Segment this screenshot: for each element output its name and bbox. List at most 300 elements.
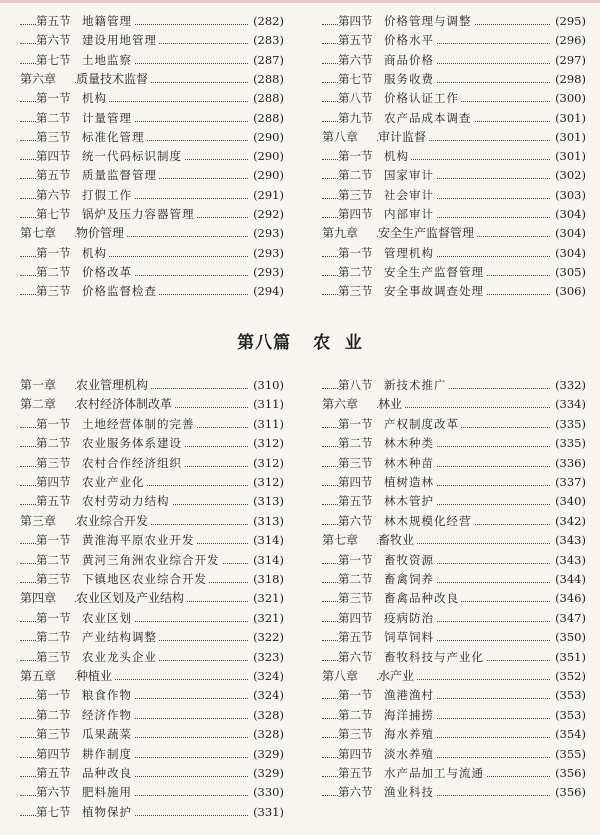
toc-entry-page: (304) [555,245,586,260]
toc-entry-title: 农村经济体制改革 [76,397,173,412]
toc-entry-number: 第二节 [36,706,84,724]
toc-entry-page: (353) [555,707,586,722]
toc-entry-title: 国家审计 [384,168,434,183]
toc-entry-number: 第六节 [36,186,84,204]
toc-entry-page: (350) [555,630,586,645]
toc-entry-number: 第二节 [36,551,84,569]
toc-entry-number: 第七章 [322,531,376,549]
toc-entry-number: 第七节 [36,205,84,223]
toc-entry-page: (290) [253,129,284,144]
toc-section-entry[interactable] [20,263,284,281]
toc-entry-number: 第八章 [322,667,376,685]
toc-entry-title: 服务收费 [384,71,434,86]
toc-entry-number: 第三节 [338,725,386,743]
toc-entry-title: 价格监督检查 [82,284,157,299]
toc-entry-title: 地籍管理 [82,14,132,28]
toc-entry-page: (321) [253,591,284,606]
toc-entry-number: 第九章 [322,224,376,242]
toc-entry-title: 农业区划 [82,610,132,625]
toc-entry-number: 第三节 [36,282,84,300]
toc-entry-page: (313) [253,513,284,528]
toc-entry-number: 第二节 [36,109,84,127]
toc-entry-page: (356) [555,766,586,780]
toc-entry-page: (290) [253,168,284,183]
toc-entry-page: (297) [555,52,586,67]
toc-section-entry[interactable] [20,186,284,204]
toc-entry-title: 林木种类 [384,436,434,451]
toc-entry-number: 第四节 [338,12,386,30]
toc-entry-title: 机构 [82,91,107,106]
toc-entry-title: 植物保护 [82,804,132,819]
toc-section-entry[interactable] [20,282,284,300]
toc-section-entry[interactable] [322,434,586,452]
toc-entry-page: (324) [253,688,284,703]
toc-entry-title: 畜禽品种改良 [384,591,459,606]
toc-section-entry[interactable] [322,609,586,627]
toc-section-entry[interactable] [20,686,284,704]
toc-entry-number: 第三节 [36,454,84,472]
toc-entry-title: 品种改良 [82,766,132,780]
part-heading-title: 农 业 [313,333,363,353]
toc-entry-title: 价格改革 [82,264,132,279]
toc-entry-number: 第三节 [36,648,84,666]
toc-entry-page: (321) [253,610,284,625]
toc-section-entry[interactable] [20,570,284,588]
toc-entry-number: 第四节 [338,609,386,627]
toc-entry-title: 水产品加工与流通 [384,766,484,780]
toc-entry-number: 第六节 [338,648,386,666]
toc-section-entry[interactable] [20,415,284,433]
toc-entry-page: (313) [253,494,284,509]
toc-entry-number: 第三节 [36,570,84,588]
toc-entry-number: 第四节 [36,473,84,491]
toc-section-entry[interactable] [322,648,586,666]
toc-section-entry[interactable] [322,745,586,763]
toc-entry-title: 机构 [384,149,409,164]
toc-entry-title: 饲草饲料 [384,630,434,645]
toc-entry-page: (294) [253,284,284,299]
part-heading-label: 第八篇 [237,333,292,353]
toc-entry-number: 第五节 [338,492,386,510]
toc-entry-title: 产权制度改革 [384,416,459,431]
toc-entry-title: 畜牧科技与产业化 [384,649,484,664]
toc-entry-page: (354) [555,727,586,742]
toc-entry-title: 疫病防治 [384,610,434,625]
toc-section-entry[interactable] [322,454,586,472]
toc-chapter-entry[interactable] [322,224,586,242]
toc-section-entry[interactable] [322,628,586,646]
toc-entry-title: 标准化管理 [82,129,145,144]
toc-entry-title: 粮食作物 [82,688,132,703]
toc-entry-number: 第一节 [338,686,386,704]
toc-entry-number: 第一节 [338,244,386,262]
toc-entry-title: 渔业科技 [384,785,434,800]
toc-entry-number: 第六节 [36,31,84,49]
toc-chapter-entry[interactable] [322,128,586,146]
toc-entry-title: 淡水养殖 [384,746,434,761]
toc-section-entry[interactable] [322,473,586,491]
toc-section-entry[interactable] [322,764,586,782]
toc-entry-page: (310) [253,378,284,392]
toc-entry-title: 安全事故调查处理 [384,284,484,299]
toc-entry-title: 内部审计 [384,207,434,221]
toc-entry-title: 农业管理机构 [76,378,149,392]
toc-entry-number: 第三节 [36,128,84,146]
toc-entry-page: (304) [555,226,586,241]
toc-entry-title: 审计监督 [378,129,427,144]
toc-entry-page: (353) [555,688,586,703]
toc-entry-page: (328) [253,707,284,722]
page-top-edge [0,0,600,3]
toc-entry-number: 第五节 [338,31,386,49]
toc-entry-number: 第一节 [338,147,386,165]
toc-entry-page: (283) [253,33,284,48]
toc-chapter-entry[interactable] [20,70,284,88]
toc-section-entry[interactable] [322,551,586,569]
toc-section-entry[interactable] [322,244,586,262]
toc-section-entry[interactable] [20,109,284,127]
toc-entry-number: 第一节 [36,686,84,704]
toc-entry-page: (311) [253,397,284,412]
toc-entry-title: 畜牧业 [378,533,415,548]
toc-entry-number: 第三节 [338,282,386,300]
toc-entry-number: 第八章 [322,128,376,146]
toc-section-entry[interactable] [20,783,284,801]
toc-entry-page: (311) [253,416,284,431]
toc-entry-page: (340) [555,494,586,509]
toc-section-entry[interactable] [20,147,284,165]
toc-chapter-entry[interactable] [322,667,586,685]
toc-entry-number: 第二节 [338,570,386,588]
toc-entry-page: (305) [555,264,586,279]
toc-entry-title: 水产业 [378,669,415,683]
toc-entry-title: 安全生产监督管理 [384,264,484,279]
toc-entry-title: 土地监察 [82,52,132,67]
toc-entry-page: (290) [253,149,284,164]
toc-entry-title: 经济作物 [82,707,132,722]
toc-entry-title: 价格认证工作 [384,91,459,106]
part-heading [0,328,600,353]
toc-entry-number: 第七章 [20,224,74,242]
toc-entry-page: (331) [253,804,284,819]
toc-section-entry[interactable] [322,263,586,281]
toc-entry-page: (288) [253,71,284,86]
toc-entry-title: 新技术推广 [384,378,447,392]
toc-entry-number: 第八节 [338,376,386,394]
toc-entry-title: 种植业 [76,669,113,683]
toc-entry-number: 第三节 [338,454,386,472]
toc-entry-title: 农村劳动力结构 [82,494,170,509]
toc-section-entry[interactable] [20,706,284,724]
toc-entry-title: 肥料施用 [82,785,132,800]
toc-entry-page: (314) [253,533,284,548]
toc-section-entry[interactable] [322,686,586,704]
toc-entry-number: 第五节 [36,492,84,510]
toc-entry-title: 产业结构调整 [82,630,157,645]
toc-entry-number: 第二节 [36,263,84,281]
toc-section-entry[interactable] [20,492,284,510]
toc-entry-number: 第六章 [322,395,376,413]
toc-entry-page: (343) [555,533,586,548]
toc-entry-page: (329) [253,766,284,780]
toc-entry-title: 价格管理与调整 [384,14,472,28]
toc-entry-number: 第三节 [338,186,386,204]
toc-chapter-entry[interactable] [322,395,586,413]
toc-entry-page: (282) [253,14,284,28]
toc-entry-number: 第四节 [36,147,84,165]
toc-entry-title: 土地经营体制的完善 [82,416,195,431]
toc-entry-title: 机构 [82,245,107,260]
toc-section-entry[interactable] [322,783,586,801]
toc-entry-number: 第四节 [36,745,84,763]
toc-section-entry[interactable] [322,589,586,607]
toc-entry-page: (344) [555,572,586,586]
toc-entry-title: 畜禽饲养 [384,572,434,586]
toc-entry-number: 第一节 [338,551,386,569]
toc-entry-number: 第四章 [20,589,74,607]
toc-entry-page: (329) [253,746,284,761]
toc-entry-page: (288) [253,91,284,106]
toc-entry-title: 耕作制度 [82,746,132,761]
toc-section-entry[interactable] [20,764,284,782]
toc-entry-page: (298) [555,71,586,86]
toc-entry-number: 第八节 [338,89,386,107]
toc-entry-page: (296) [555,33,586,48]
toc-section-entry[interactable] [20,166,284,184]
toc-entry-title: 瓜果蔬菜 [82,727,132,742]
toc-entry-page: (356) [555,785,586,800]
toc-section-entry[interactable] [20,628,284,646]
toc-chapter-entry[interactable] [20,512,284,530]
toc-entry-page: (293) [253,226,284,241]
toc-section-entry[interactable] [20,473,284,491]
toc-entry-page: (295) [555,14,586,28]
toc-entry-page: (343) [555,552,586,567]
toc-section-entry[interactable] [322,89,586,107]
toc-entry-page: (352) [555,669,586,683]
toc-chapter-entry[interactable] [20,667,284,685]
toc-entry-title: 下镇地区农业综合开发 [82,572,207,586]
toc-entry-page: (314) [253,552,284,567]
toc-chapter-entry[interactable] [20,395,284,413]
toc-entry-title: 建设用地管理 [82,33,157,48]
toc-section-entry[interactable] [20,531,284,549]
toc-section-entry[interactable] [20,128,284,146]
toc-section-entry[interactable] [20,454,284,472]
toc-entry-page: (336) [555,455,586,470]
toc-entry-page: (312) [253,475,284,489]
toc-entry-page: (335) [555,436,586,451]
toc-entry-page: (288) [253,110,284,125]
toc-entry-page: (355) [555,746,586,761]
toc-section-entry[interactable] [322,492,586,510]
toc-entry-title: 物价管理 [76,226,125,241]
toc-entry-title: 黄淮海平原农业开发 [82,533,195,548]
toc-section-entry[interactable] [20,205,284,223]
toc-entry-title: 计量管理 [82,110,132,125]
toc-entry-number: 第四节 [338,745,386,763]
toc-entry-number: 第二节 [338,434,386,452]
toc-entry-page: (346) [555,591,586,606]
toc-entry-number: 第六章 [20,70,74,88]
toc-entry-page: (332) [555,378,586,392]
toc-entry-title: 植树造林 [384,475,434,489]
toc-entry-number: 第二章 [20,395,74,413]
toc-chapter-entry[interactable] [322,531,586,549]
toc-entry-page: (328) [253,727,284,742]
toc-entry-title: 林木种苗 [384,455,434,470]
toc-entry-number: 第六节 [338,51,386,69]
toc-entry-number: 第一节 [338,415,386,433]
toc-entry-page: (302) [555,168,586,183]
toc-entry-number: 第七节 [36,803,84,821]
toc-entry-title: 农产品成本调查 [384,110,472,125]
toc-chapter-entry[interactable] [20,589,284,607]
toc-section-entry[interactable] [20,31,284,49]
toc-entry-number: 第五节 [36,764,84,782]
toc-entry-number: 第二节 [338,166,386,184]
toc-entry-title: 黄河三角洲农业综合开发 [82,552,220,567]
toc-entry-page: (306) [555,284,586,299]
toc-entry-title: 农业服务体系建设 [82,436,182,451]
toc-section-entry[interactable] [322,147,586,165]
toc-entry-number: 第六节 [36,783,84,801]
toc-entry-title: 社会审计 [384,187,434,202]
toc-chapter-entry[interactable] [20,376,284,394]
toc-entry-page: (293) [253,264,284,279]
toc-entry-page: (291) [253,187,284,202]
toc-entry-title: 林木管护 [384,494,434,509]
toc-entry-number: 第六节 [338,512,386,530]
toc-section-entry[interactable] [20,434,284,452]
toc-entry-number: 第七节 [338,70,386,88]
toc-entry-page: (293) [253,245,284,260]
toc-entry-number: 第三节 [338,589,386,607]
toc-entry-title: 海洋捕捞 [384,707,434,722]
toc-entry-page: (292) [253,207,284,221]
toc-entry-title: 林业 [378,397,403,412]
toc-section-entry[interactable] [20,89,284,107]
toc-entry-page: (342) [555,513,586,528]
toc-section-entry[interactable] [322,70,586,88]
toc-section-entry[interactable] [20,609,284,627]
toc-entry-number: 第一节 [36,89,84,107]
toc-entry-page: (347) [555,610,586,625]
toc-entry-number: 第二节 [338,706,386,724]
toc-entry-title: 农村合作经济组织 [82,455,182,470]
toc-entry-page: (324) [253,669,284,683]
toc-entry-number: 第三章 [20,512,74,530]
toc-entry-page: (318) [253,572,284,586]
toc-entry-number: 第七节 [36,51,84,69]
toc-section-entry[interactable] [20,745,284,763]
toc-section-entry[interactable] [20,803,284,821]
toc-entry-page: (300) [555,91,586,106]
toc-entry-page: (301) [555,149,586,164]
toc-entry-number: 第一节 [36,609,84,627]
toc-section-entry[interactable] [322,415,586,433]
toc-section-entry[interactable] [322,570,586,588]
toc-entry-number: 第一节 [36,415,84,433]
toc-entry-page: (303) [555,187,586,202]
toc-entry-title: 商品价格 [384,52,434,67]
toc-entry-title: 农业综合开发 [76,513,149,528]
toc-entry-page: (337) [555,475,586,489]
toc-entry-title: 质量监督管理 [82,168,157,183]
toc-section-entry[interactable] [20,725,284,743]
toc-entry-number: 第五节 [338,764,386,782]
toc-entry-page: (287) [253,52,284,67]
toc-section-entry[interactable] [322,31,586,49]
toc-entry-title: 海水养殖 [384,727,434,742]
toc-section-entry[interactable] [322,109,586,127]
toc-entry-number: 第五节 [36,12,84,30]
toc-section-entry[interactable] [322,706,586,724]
toc-section-entry[interactable] [322,512,586,530]
toc-entry-title: 打假工作 [82,187,132,202]
toc-entry-page: (330) [253,785,284,800]
toc-entry-title: 统一代码标识制度 [82,149,182,164]
toc-section-entry[interactable] [20,51,284,69]
toc-entry-title: 锅炉及压力容器管理 [82,207,195,221]
toc-entry-title: 农业龙头企业 [82,649,157,664]
toc-entry-number: 第九节 [338,109,386,127]
toc-entry-number: 第五节 [36,166,84,184]
toc-entry-page: (335) [555,416,586,431]
toc-section-entry[interactable] [20,551,284,569]
toc-entry-title: 渔港渔村 [384,688,434,703]
toc-entry-page: (312) [253,455,284,470]
toc-entry-number: 第一章 [20,376,74,394]
toc-entry-number: 第五章 [20,667,74,685]
toc-entry-page: (301) [555,129,586,144]
toc-entry-title: 林木规模化经营 [384,513,472,528]
toc-entry-number: 第一节 [36,244,84,262]
toc-section-entry[interactable] [322,376,586,394]
toc-entry-title: 价格水平 [384,33,434,48]
toc-entry-page: (312) [253,436,284,451]
toc-section-entry[interactable] [322,166,586,184]
toc-entry-number: 第四节 [338,473,386,491]
toc-section-entry[interactable] [20,244,284,262]
toc-entry-number: 第四节 [338,205,386,223]
toc-entry-number: 第二节 [36,434,84,452]
toc-entry-number: 第二节 [36,628,84,646]
toc-section-entry[interactable] [20,648,284,666]
toc-entry-number: 第三节 [36,725,84,743]
toc-section-entry[interactable] [20,12,284,30]
toc-section-entry[interactable] [322,205,586,223]
toc-entry-number: 第二节 [338,263,386,281]
toc-entry-title: 安全生产监督管理 [378,226,475,241]
toc-entry-page: (351) [555,649,586,664]
toc-chapter-entry[interactable] [20,224,284,242]
toc-entry-title: 管理机构 [384,245,434,260]
toc-entry-title: 农业产业化 [82,475,145,489]
toc-section-entry[interactable] [322,51,586,69]
toc-entry-page: (304) [555,207,586,221]
toc-section-entry[interactable] [322,725,586,743]
toc-entry-title: 畜牧资源 [384,552,434,567]
toc-entry-number: 第一节 [36,531,84,549]
toc-section-entry[interactable] [322,12,586,30]
toc-entry-page: (322) [253,630,284,645]
toc-entry-page: (323) [253,649,284,664]
toc-entry-title: 农业区划及产业结构 [76,591,185,606]
toc-entry-page: (334) [555,397,586,412]
toc-section-entry[interactable] [322,186,586,204]
toc-section-entry[interactable] [322,282,586,300]
